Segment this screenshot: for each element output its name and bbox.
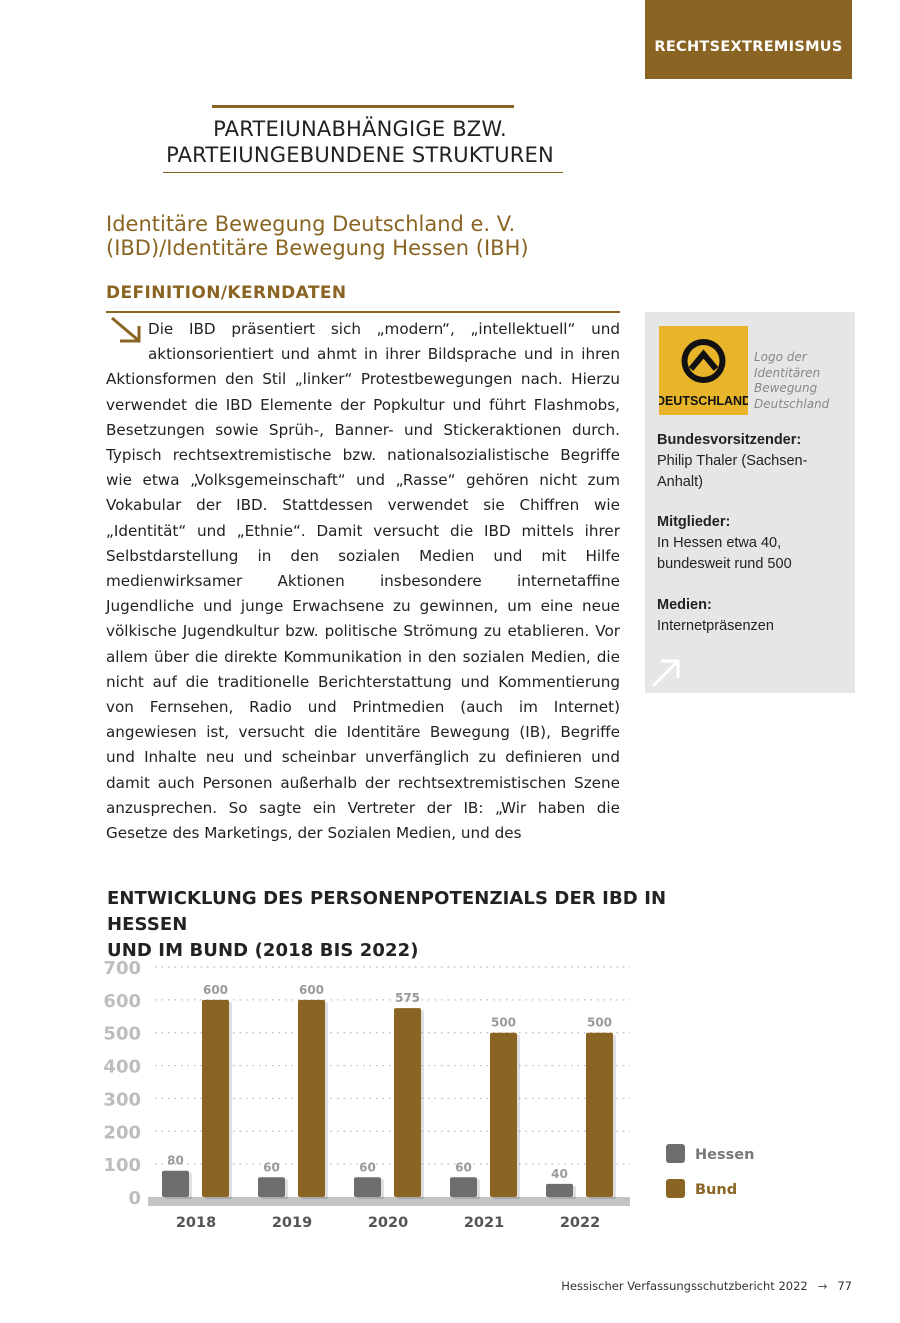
definition-heading: DEFINITION/KERNDATEN [106, 283, 347, 303]
section-title-line2: PARTEIUNGEBUNDENE STRUKTUREN [166, 143, 554, 167]
org-heading-line2: (IBD)/Identitäre Bewegung Hessen (IBH) [106, 236, 529, 260]
chair-value: Philip Thaler (Sachsen-Anhalt) [657, 453, 808, 490]
chair-label: Bundesvorsitzender: [657, 432, 802, 448]
data-label: 575 [394, 991, 421, 1006]
page-footer [560, 1279, 852, 1293]
ibd-logo [659, 326, 748, 415]
y-tick-label: 300 [103, 1089, 141, 1111]
members-block [657, 512, 847, 575]
y-tick-label: 0 [128, 1188, 141, 1209]
logo-caption: Logo der Identitären Bewegung Deutschland [754, 350, 830, 411]
media-value: Internetpräsenzen [657, 618, 774, 634]
legend-swatch-hessen [666, 1144, 685, 1163]
y-tick-label: 500 [103, 1023, 141, 1045]
x-tick-label: 2022 [559, 1215, 601, 1231]
bar-bund [202, 1000, 229, 1197]
x-tick-label: 2019 [271, 1215, 313, 1231]
media-block [657, 595, 847, 637]
x-tick-label: 2018 [175, 1215, 217, 1231]
data-label: 60 [359, 1160, 376, 1175]
definition-text [106, 317, 620, 846]
bar-hessen [546, 1184, 573, 1197]
legend-label-bund: Bund [695, 1182, 738, 1198]
chart-title-line2: UND IM BUND (2018 BIS 2022) [107, 940, 419, 961]
x-tick-label: 2021 [463, 1215, 505, 1231]
legend-label-hessen: Hessen [695, 1147, 755, 1163]
data-label: 500 [490, 1015, 517, 1030]
info-sidebar [645, 312, 855, 693]
title-rule-bottom [163, 172, 563, 173]
chair-block [657, 430, 847, 493]
media-label: Medien: [657, 597, 712, 613]
data-label: 40 [551, 1166, 568, 1181]
bar-bund [298, 1000, 325, 1197]
data-label: 500 [586, 1015, 613, 1030]
bar-hessen [162, 1171, 189, 1197]
x-tick-label: 2020 [367, 1215, 409, 1231]
bar-bund [586, 1033, 613, 1197]
org-heading-line1: Identitäre Bewegung Deutschland e. V. [106, 212, 516, 236]
y-tick-label: 700 [103, 958, 141, 979]
bar-bund [394, 1008, 421, 1197]
y-tick-label: 400 [103, 1056, 141, 1078]
section-title [140, 116, 580, 168]
footer-title: Hessischer Verfassungsschutzbericht 2022 [561, 1279, 808, 1293]
chart-title-line1: ENTWICKLUNG DES PERSONENPOTENZIALS DER IBD IN HESSEN [107, 888, 667, 935]
category-label: RECHTSEXTREMISMUS [654, 38, 843, 55]
org-heading [106, 212, 626, 260]
data-label: 80 [167, 1153, 184, 1168]
y-tick-label: 200 [103, 1122, 141, 1144]
lambda-icon [659, 326, 748, 415]
arrow-right-icon: → [817, 1279, 828, 1293]
data-label: 600 [202, 982, 229, 997]
bar-hessen [258, 1177, 285, 1197]
category-tab [645, 0, 852, 79]
bar-hessen [354, 1177, 381, 1197]
personnel-bar-chart [95, 950, 795, 1240]
data-label: 60 [263, 1160, 280, 1175]
data-label: 60 [455, 1160, 472, 1175]
members-label: Mitglieder: [657, 514, 731, 530]
section-title-line1: PARTEIUNABHÄNGIGE BZW. [213, 117, 507, 141]
legend-swatch-bund [666, 1179, 685, 1198]
members-value: In Hessen etwa 40, bundesweit rund 500 [657, 535, 792, 572]
data-label: 600 [298, 982, 325, 997]
bar-bund [490, 1033, 517, 1197]
page-number: 77 [837, 1279, 852, 1293]
bar-hessen [450, 1177, 477, 1197]
y-tick-label: 600 [103, 990, 141, 1012]
definition-body: Die IBD präsentiert sich „modern“, „intellektuell“ und aktionsorientiert und ahmt in ihrer Bildsprache und in ihren Aktionsformen den Stil „linker“ Protestbewegungen nach. Hierzu verwendet die IBD Elemente der Popkultur und führt Flashmobs, Besetzungen sowie Sprüh-, Banner- und Stickeraktionen durch. Typisch rechtsextremistische bzw. nationalsozialistische Begriffe wie etwa „Volksgemeinschaft“ und „Rasse“ gehören nicht zum Vokabular der IBD. Stattdessen verwendet sie Chiffren wie „Identität“ und „Ethnie“. Damit versucht die IBD mittels ihrer Selbstdarstellung in den sozialen Medien und mit Hilfe medienwirksamer Aktionen insbesondere internetaffine Jugendliche und junge Erwachsene zu gewinnen, um eine neue völkische Jugendkultur bzw. politische Strömung zu etablieren. Vor allem über die direkte Kommunikation in den sozialen Medien, die nicht auf die traditionelle Berichterstattung und Kommentierung von Fernsehen, Radio und Printmedien (auch im Internet) angewiesen ist, versucht die Identitäre Bewegung (IB), Begriffe und Inhalte neu und scheinbar unverfänglich zu definieren und damit auch Personen außerhalb der rechtsextremistischen Szene anzusprechen. So sagte ein Vertreter der IB: „Wir haben die Gesetze des Marketings, der Sozialen Medien, und des [106, 320, 620, 843]
logo-text: DEUTSCHLAND [659, 394, 748, 408]
y-tick-label: 100 [103, 1155, 141, 1177]
title-rule-top [212, 105, 514, 108]
definition-rule [106, 311, 620, 313]
arrow-up-right-icon [649, 656, 683, 690]
